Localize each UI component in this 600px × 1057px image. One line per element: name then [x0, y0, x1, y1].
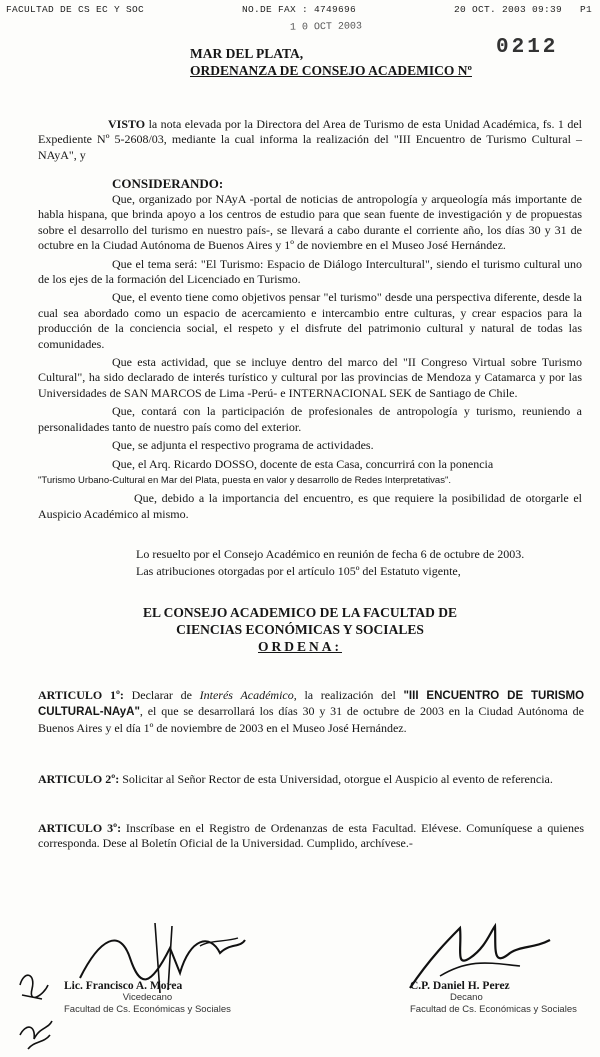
fax-page-number: P1 [579, 4, 592, 15]
article-text: Solicitar al Señor Rector de esta Universidad, otorgue el Auspicio al evento de referencia. [122, 772, 553, 786]
fax-sender: FACULTAD DE CS EC Y SOC [6, 4, 145, 15]
resolution-line: Lo resuelto por el Consejo Académico en reunión de fecha 6 de octubre de 2003. [136, 547, 525, 561]
article-3 [38, 821, 584, 852]
article-label: ARTICULO 2º: [38, 772, 120, 786]
resolutions [136, 546, 524, 580]
signature-right [410, 980, 577, 1016]
considerando-paragraph: Que el tema será: "El Turismo: Espacio de Diálogo Intercultural", siendo el turismo cultural uno de los ejes de la formación del Licenciado en Turismo. [38, 256, 582, 287]
article-text: , la realización del [293, 688, 396, 702]
signature-left [64, 980, 231, 1016]
ponencia-title: "Turismo Urbano-Cultural en Mar del Plata, puesta en valor y desarrollo de Redes Interpretativas". [38, 474, 451, 486]
margin-initials-scribble [14, 965, 62, 1057]
considerando-paragraph: Que, debido a la importancia del encuentro, es que requiere la posibilidad de otorgarle el Auspicio Académico al mismo. [38, 491, 582, 521]
considerando-paragraph: Que, organizado por NAyA -portal de noticias de antropología y arqueología más importante de habla hispana, que brinda apoyo a los centros de estudio para que sean fuente de investigación y de propuestas sobre el desarrollo del turismo en nuestro país-, se llevará a cabo durante el corriente año, los días 30 y 31 de octubre en la Ciudad Autónoma de Buenos Aires y 1º de noviembre en el Museo José Hernández. [38, 192, 582, 253]
fax-datetime: 20 OCT. 2003 09:39 [453, 4, 562, 15]
considerando-section [38, 192, 582, 525]
place-line: MAR DEL PLATA, [190, 46, 304, 61]
document-heading [190, 45, 472, 79]
considerando-paragraph: Que, contará con la participación de profesionales de antropología y turismo, reuniendo a personalidades tanto de nuestro país como del exterior. [38, 404, 582, 434]
signer-name: Lic. Francisco A. Morea [64, 980, 183, 992]
fax-number: NO.DE FAX : 4749696 [241, 4, 356, 15]
considerando-label: CONSIDERANDO: [112, 176, 224, 191]
fax-datetime-page [454, 4, 592, 15]
article-1 [38, 688, 584, 736]
considerando-paragraph: Que, se adjunta el respectivo programa de actividades. [112, 438, 374, 453]
considerando-paragraph: Que, el Arq. Ricardo DOSSO, docente de esta Casa, concurrirá con la ponencia [112, 456, 494, 471]
event-name: "III ENCUENTRO DE TURISMO CULTURAL-NAyA" [38, 690, 585, 719]
resolution-line: Las atribuciones otorgadas por el artículo 105º del Estatuto vigente, [136, 564, 461, 578]
visto-text: la nota elevada por la Directora del Area de Turismo de esta Unidad Académica, fs. 1 del Expediente Nº 5-2608/03, mediante la cual informa la realización del "III Encuentro de Turismo Cultural – NAyA", y [38, 117, 582, 162]
signer-name: C.P. Daniel H. Perez [410, 980, 510, 992]
article-text: Declarar de [131, 688, 192, 702]
ordena-label: ORDENA: [258, 639, 342, 654]
article-2 [38, 772, 584, 787]
received-stamp: 1 0 OCT 2003 [289, 21, 363, 34]
council-heading [0, 604, 600, 655]
article-text: , el que se desarrollará los días 30 y 31 de octubre de 2003 en la Ciudad Autónoma de Buenos Aires y el día 1º de noviembre de 2003 en el Museo José Hernández. [38, 704, 584, 735]
article-label: ARTICULO 3º: [38, 821, 122, 835]
council-line: EL CONSEJO ACADEMICO DE LA FACULTAD DE [142, 605, 458, 620]
considerando-paragraph: Que, el evento tiene como objetivos pensar "el turismo" desde una perspectiva diferente, desde la cual sea abordado como un espacio de acercamiento e intercambio entre culturas, y crear espacios para la producción de la conciencia social, el respeto y el disfrute del patrimonio cultural y natural de todas las comunidades. [38, 290, 582, 351]
fax-header [6, 4, 592, 15]
article-text: Inscríbase en el Registro de Ordenanzas de esta Facultad. Elévese. Comuníquese a quienes corresponda. Dese al Boletín Oficial de la Universidad. Cumplido, archívese.- [38, 821, 584, 851]
visto-label: VISTO [108, 117, 146, 131]
signer-institution: Facultad de Cs. Económicas y Sociales [410, 1004, 577, 1015]
considerando-paragraph: Que esta actividad, que se incluye dentro del marco del "II Congreso Virtual sobre Turismo Cultural", ha sido declarado de interés turístico y cultural por las provincias de Mendoza y Catamarca y por las Universidades de SAN MARCOS de Lima -Perú- e INTERNACIONAL SEK de Santiago de Chile. [38, 355, 582, 400]
signer-role: Decano [450, 992, 483, 1003]
signer-role: Vicedecano [122, 992, 173, 1003]
article-label: ARTICULO 1º: [38, 688, 124, 702]
council-line: CIENCIAS ECONÓMICAS Y SOCIALES [176, 622, 424, 637]
visto-section [38, 117, 582, 163]
signer-institution: Facultad de Cs. Económicas y Sociales [64, 1004, 231, 1015]
ordinance-label: ORDENANZA DE CONSEJO ACADEMICO Nº [190, 63, 472, 78]
ordinance-number: 0212 [496, 36, 559, 59]
article-italic: Interés Académico [199, 688, 294, 702]
